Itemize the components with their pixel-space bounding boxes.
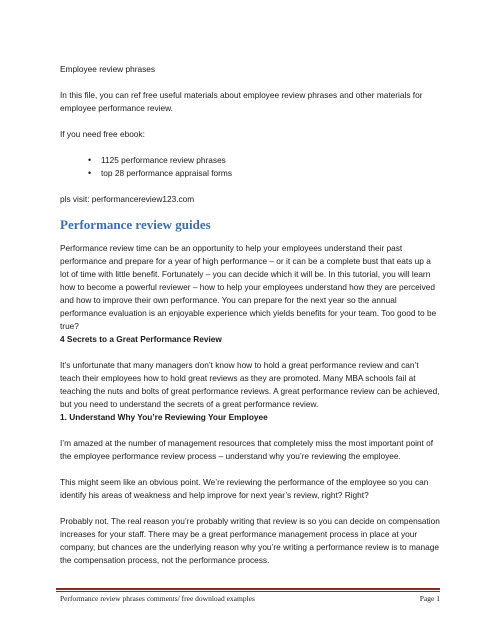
ebook-item-label: 1125 performance review phrases	[101, 155, 226, 165]
footer-rule	[56, 588, 440, 590]
paragraph-4: This might seem like an obvious point. We’re reviewing the performance of the employee so you can identify his areas of weakness and help improve for next year’s review, right? Right?	[60, 477, 429, 500]
intro-paragraph: In this file, you can ref free useful materials about employee review phrases and other materials for employee performance review.	[60, 90, 423, 113]
paragraph-5: Probably not. The real reason you’re probably writing that review is so you can decide on compensation increases for your staff. There may be a great performance management process in place at your company, but chances are the underlying reason why you’re writing a performance review is to manage the compensation process, not the performance process.	[60, 516, 440, 565]
paragraph-1: Performance review time can be an opportunity to help your employees understand their past performance and prepare for a year of high performance – or it can be a complete bust that eats up a lot of time with little benefit. Fortunately – you can decide which it will be. In this tutorial, you will learn how to become a powerful reviewer – how to help your employees understand how they are perceived and how to improve their own performance. You can prepare for the next year so the annual performance evaluation is an enjoyable experience which yields benefits for your team. Too good to be true?	[60, 243, 437, 331]
page-number: Page 1	[419, 594, 440, 603]
footer-rule-thin	[56, 591, 440, 592]
step1-heading: 1. Understand Why You’re Reviewing Your Employee	[60, 412, 268, 422]
document-body	[60, 63, 440, 567]
visit-link[interactable]: pls visit: performancereview123.com	[60, 194, 195, 204]
paragraph-2: It’s unfortunate that many managers don’t know how to hold a great performance review and can’t teach their employees how to hold great reviews as they are promoted. Many MBA schools fail at teaching the nuts and bolts of great performance reviews. A great performance review can be achieved, but you need to understand the secrets of a great performance review.	[60, 360, 440, 409]
list-item	[88, 154, 440, 167]
paragraph-3: I’m amazed at the number of management resources that completely miss the most important point of the employee performance review process – understand why you’re reviewing the employee.	[60, 438, 434, 461]
ebook-item-label: top 28 performance appraisal forms	[101, 168, 232, 178]
list-item	[88, 167, 440, 180]
bullet-icon: •	[88, 168, 92, 178]
ebook-list	[60, 154, 440, 180]
ebook-prompt: If you need free ebook:	[60, 129, 145, 139]
bullet-icon: •	[88, 155, 92, 165]
doc-title: Employee review phrases	[60, 64, 155, 74]
secrets-heading: 4 Secrets to a Great Performance Review	[60, 334, 222, 344]
footer-text: Performance review phrases comments/ free download examples	[60, 594, 255, 603]
section-heading: Performance review guides	[60, 217, 211, 232]
